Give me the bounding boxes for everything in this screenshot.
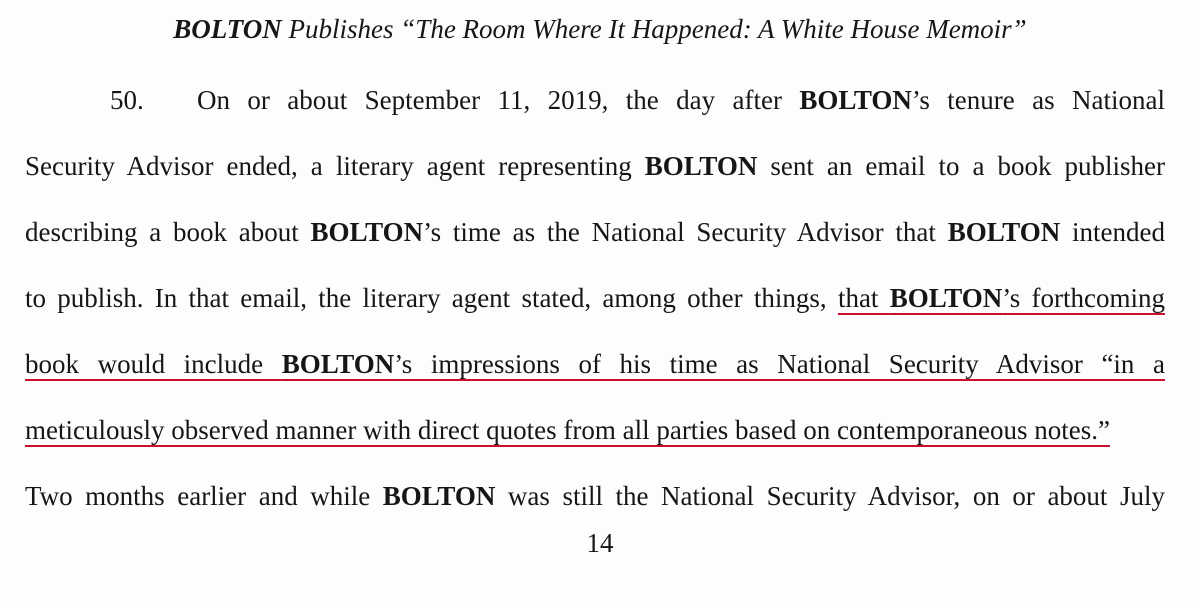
text-segment: describing a book about bbox=[25, 217, 311, 247]
text-segment: ’s impressions of his time as National Security Advisor “in a bbox=[394, 349, 1165, 379]
text-segment: Security Advisor ended, a literary agent representing bbox=[25, 151, 645, 181]
text-segment: meticulously observed manner with direct quotes from all parties based on contemporaneous notes.” bbox=[25, 415, 1110, 445]
text-segment: ’s time as the National Security Advisor that bbox=[423, 217, 948, 247]
paragraph-line bbox=[25, 215, 1165, 249]
page-number: 14 bbox=[586, 528, 614, 558]
text-segment: Two months earlier and while bbox=[25, 481, 383, 511]
bold-name: BOLTON bbox=[799, 85, 912, 115]
section-heading bbox=[0, 12, 1200, 46]
heading-text: Publishes “The Room Where It Happened: A White House Memoir” bbox=[281, 14, 1027, 44]
bold-name: BOLTON bbox=[644, 151, 758, 181]
paragraph-line bbox=[25, 149, 1165, 183]
text-segment: to publish. In that email, the literary agent stated, among other things, bbox=[25, 283, 838, 313]
bold-name: BOLTON bbox=[947, 217, 1061, 247]
bold-name: BOLTON bbox=[382, 481, 496, 511]
text-segment: On or about September 11, 2019, the day after bbox=[197, 85, 800, 115]
paragraph-number: 50. bbox=[110, 85, 144, 115]
text-segment: intended bbox=[1060, 217, 1165, 247]
bold-name: BOLTON bbox=[281, 349, 395, 379]
paragraph-line bbox=[25, 347, 1165, 381]
paragraph-line bbox=[25, 281, 1165, 315]
text-segment: was still the National Security Advisor, on or about July bbox=[495, 481, 1165, 511]
bold-name: BOLTON bbox=[310, 217, 424, 247]
text-segment: ’s tenure as National bbox=[911, 85, 1165, 115]
paragraph-line bbox=[25, 413, 1110, 447]
paragraph-line bbox=[25, 83, 1165, 117]
heading-name: BOLTON bbox=[173, 14, 282, 44]
text-segment: book would include bbox=[25, 349, 282, 379]
text-segment: sent an email to a book publisher bbox=[757, 151, 1166, 181]
text-segment: that bbox=[837, 283, 890, 313]
text-segment: ’s forthcoming bbox=[1002, 283, 1165, 313]
bold-name: BOLTON bbox=[889, 283, 1003, 313]
paragraph-line bbox=[25, 479, 1165, 513]
